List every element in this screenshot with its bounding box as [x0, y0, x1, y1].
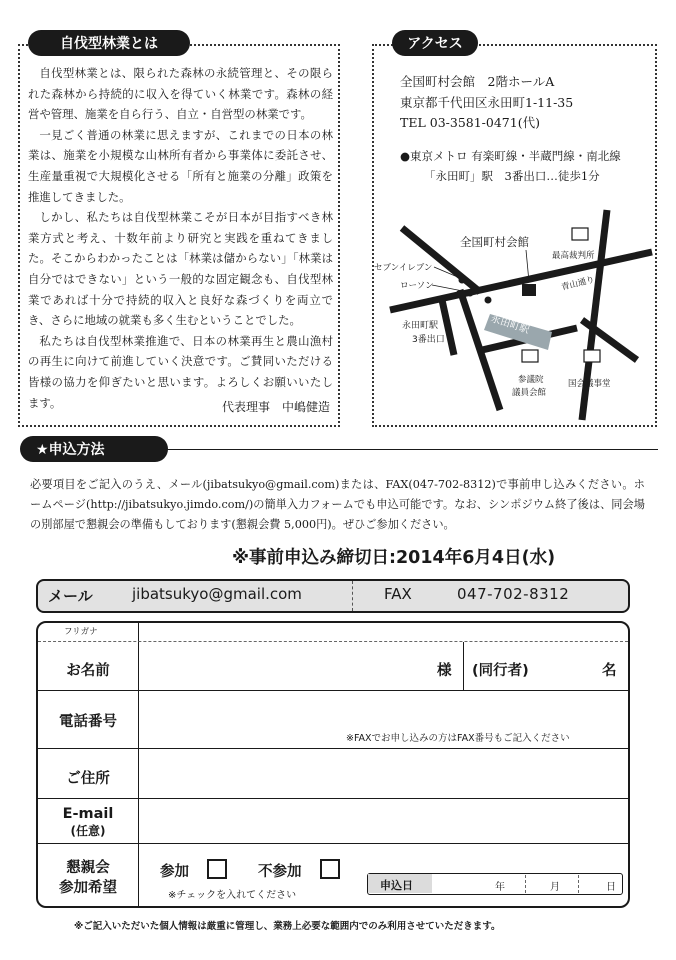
form-attend-label: 参加 — [160, 864, 189, 880]
form-name-divider — [463, 642, 464, 690]
form-name-label: お名前 — [66, 663, 110, 679]
map-exit-dot — [485, 297, 492, 304]
form-party-label-1: 懇親会 — [66, 860, 110, 876]
form-party-label-2: 参加希望 — [59, 880, 117, 896]
form-companion-suffix: 名 — [602, 663, 617, 679]
access-train-station: 「永田町」駅 3番出口…徒歩1分 — [424, 169, 600, 183]
map-supreme-court-label: 最高裁判所 — [552, 251, 595, 261]
form-date-label: 申込日 — [380, 879, 413, 892]
map-diet-label: 国会議事堂 — [568, 379, 611, 389]
form-address-label: ご住所 — [66, 771, 110, 787]
form-date-year-field[interactable] — [434, 874, 490, 893]
form-date-day: 日 — [606, 882, 616, 893]
access-heading: アクセス — [392, 30, 478, 56]
form-date-day-field[interactable] — [564, 874, 602, 893]
apply-deadline: ※事前申込み締切日:2014年6月4日(水) — [232, 548, 556, 568]
form-companion-field[interactable] — [550, 642, 598, 690]
access-map — [372, 200, 657, 425]
form-date-year: 年 — [495, 882, 505, 893]
form-email-field[interactable] — [140, 800, 628, 842]
about-heading: 自伐型林業とは — [28, 30, 190, 56]
map-diet-box — [584, 350, 600, 362]
form-rule-4 — [38, 843, 628, 844]
access-address: 東京都千代田区永田町1-11-35 — [400, 94, 574, 110]
form-phone-label: 電話番号 — [59, 714, 117, 730]
contact-fax-value: 047-702-8312 — [457, 585, 570, 603]
about-paragraph-4: 私たちは自伐型林業推進で、日本の林業再生と農山漁村の再生に向けて前進していく決意です。ご賛同いただける皆様の協力を仰ぎたいと思います。よろしくお願いいたします。 — [28, 333, 333, 410]
map-lawson-dot — [467, 290, 474, 297]
access-train-line: ●東京メトロ 有楽町線・半蔵門線・南北線 — [400, 148, 621, 163]
map-venue-building — [522, 284, 536, 296]
form-name-suffix: 様 — [437, 663, 452, 679]
about-paragraph-1: 自伐型林業とは、限られた森林の永続管理と、その限られた森林から持続的に収入を得ていく林業です。森林の経営や管理、施業を自ら行う、自立・自営型の林業です。 — [28, 66, 333, 122]
contact-divider — [352, 581, 353, 611]
form-check-note: ※チェックを入れてください — [168, 890, 297, 901]
access-venue: 全国町村会館 2階ホールA — [400, 74, 555, 89]
apply-text: 必要項目をご記入のうえ、メール(jibatsukyo@gmail.com)または、FAX(047-702-8312)で事前申し込みください。ホームページ(http://jibatsukyo.jimdo.com/)の簡単入力フォームでも申込可能です。なお、シンポジウム終了後は、同会場の別部屋で懇親会の準備もしております(懇親会費 5,000円)。ぜひご参加ください。 — [30, 478, 645, 531]
form-address-field[interactable] — [140, 750, 628, 796]
form-phone-note: ※FAXでお申し込みの方はFAX番号もご記入ください — [346, 733, 570, 744]
form-label-divider — [138, 623, 139, 906]
map-exit-label: 3番出口 — [412, 335, 445, 345]
map-councillors-line1: 参議院 — [518, 375, 544, 385]
form-attend-checkbox[interactable] — [207, 859, 227, 879]
form-date-month: 月 — [550, 882, 560, 893]
form-name-field[interactable] — [140, 642, 463, 690]
footer-note: ※ご記入いただいた個人情報は厳重に管理し、業務上必要な範囲内でのみ利用させていただきます。 — [74, 921, 501, 932]
form-not-attend-label: 不参加 — [258, 864, 302, 880]
map-venue-label: 全国町村会館 — [460, 235, 529, 249]
access-tel: TEL 03-3581-0471(代) — [400, 115, 540, 130]
map-councillors-box — [522, 350, 538, 362]
form-phone-field[interactable] — [140, 692, 628, 722]
contact-mail-label: メール — [48, 587, 93, 605]
about-signature: 代表理事 中嶋健造 — [221, 400, 330, 414]
form-furigana-field[interactable] — [140, 623, 628, 640]
form-rule-2 — [38, 748, 628, 749]
form-furigana: フリガナ — [64, 627, 98, 637]
map-station-name: 永田町駅 — [489, 313, 531, 337]
form-email-optional: (任意) — [70, 824, 106, 838]
contact-fax-label: FAX — [384, 585, 412, 603]
access-info — [400, 72, 650, 187]
map-councillors-line2: 議員会館 — [512, 388, 547, 398]
about-paragraph-2: 一見ごく普通の林業に思えますが、これまでの日本の林業は、施業を小規模な山林所有者から事業体に委託させ、生産量重視で大規模化させる「所有と施業の分離」政策を推進してきました。 — [28, 127, 333, 204]
about-body — [28, 63, 333, 413]
map-aoyama-label: 青山通り — [560, 274, 596, 293]
about-paragraph-3: しかし、私たちは自伐型林業こそが日本が目指すべき林業方式と考え、十数年前より研究と実践を重ねてきました。そこからわかったことは「林業は儲からない」「林業は自分ではできない」という一般的な固定観念も、自伐型林業であれば十分で持続的収入と良好な森づくりを両立でき、さらに地域の就業も多く生むということでした。 — [28, 210, 333, 328]
form-email-label: E-mail — [62, 806, 114, 822]
map-supreme-court-box — [572, 228, 588, 240]
map-road-left — [442, 300, 454, 355]
form-rule-1 — [38, 690, 628, 691]
apply-rule — [150, 449, 658, 450]
contact-mail-value[interactable]: jibatsukyo@gmail.com — [132, 585, 302, 603]
form-rule-3 — [38, 798, 628, 799]
form-companion-label: (同行者) — [472, 663, 529, 679]
map-seven-eleven-label: セブンイレブン — [374, 263, 433, 273]
map-station-label: 永田町駅 — [402, 321, 439, 331]
form-not-attend-checkbox[interactable] — [320, 859, 340, 879]
apply-heading: ★申込方法 — [20, 436, 168, 462]
form-date-month-field[interactable] — [508, 874, 548, 893]
map-lawson-label: ローソン — [400, 281, 434, 291]
